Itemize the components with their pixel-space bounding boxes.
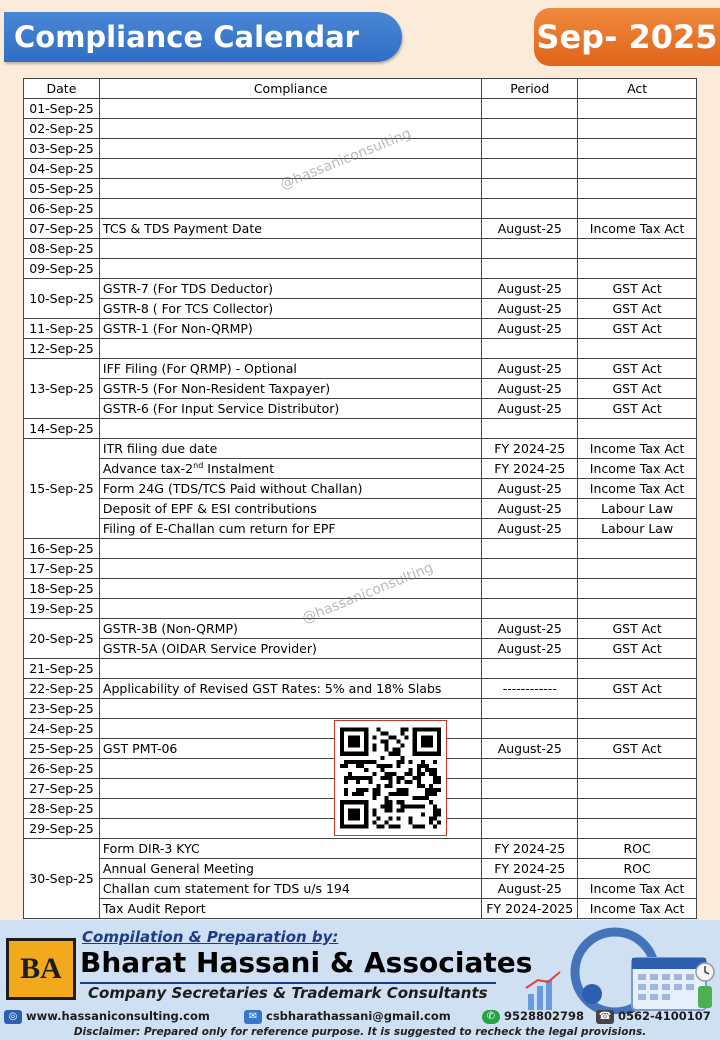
table-row [24, 559, 697, 579]
period-cell: August-25 [482, 279, 578, 299]
compliance-cell [99, 699, 481, 719]
period-cell: August-25 [482, 299, 578, 319]
phone-number[interactable]: 9528802798 [504, 1009, 585, 1023]
watermark-text: @hassaniconsulting [278, 125, 414, 193]
act-cell: GST Act [578, 299, 697, 319]
date-cell: 13-Sep-25 [24, 359, 100, 419]
period-cell: August-25 [482, 639, 578, 659]
period-cell [482, 199, 578, 219]
compliance-cell [99, 659, 481, 679]
act-cell: GST Act [578, 679, 697, 699]
compliance-cell: GST PMT-06 [99, 739, 481, 759]
act-cell: Income Tax Act [578, 219, 697, 239]
act-cell: GST Act [578, 319, 697, 339]
disclaimer-text: Disclaimer: Prepared only for reference purpose. It is suggested to recheck the legal provisions. [73, 1026, 647, 1038]
period-cell [482, 559, 578, 579]
period-cell [482, 799, 578, 819]
date-cell: 11-Sep-25 [24, 319, 100, 339]
compliance-cell: Filing of E-Challan cum return for EPF [99, 519, 481, 539]
act-cell [578, 159, 697, 179]
date-cell: 16-Sep-25 [24, 539, 100, 559]
act-cell [578, 559, 697, 579]
table-row [24, 699, 697, 719]
compliance-cell: GSTR-8 ( For TCS Collector) [99, 299, 481, 319]
firm-name: Bharat Hassani & Associates [80, 946, 533, 979]
act-cell: Labour Law [578, 519, 697, 539]
period-cell: August-25 [482, 739, 578, 759]
date-cell: 29-Sep-25 [24, 819, 100, 839]
act-cell: Income Tax Act [578, 459, 697, 479]
act-cell [578, 119, 697, 139]
compliance-cell [99, 599, 481, 619]
period-cell [482, 579, 578, 599]
period-cell [482, 759, 578, 779]
firm-subtitle: Company Secretaries & Trademark Consultants [88, 984, 488, 1002]
date-cell: 12-Sep-25 [24, 339, 100, 359]
period-cell: August-25 [482, 399, 578, 419]
table-row [24, 499, 697, 519]
period-cell [482, 119, 578, 139]
date-cell: 23-Sep-25 [24, 699, 100, 719]
compliance-cell [99, 419, 481, 439]
period-cell [482, 139, 578, 159]
whatsapp-icon: ✆ [482, 1010, 500, 1024]
compliance-cell [99, 579, 481, 599]
period-cell [482, 259, 578, 279]
date-cell: 09-Sep-25 [24, 259, 100, 279]
date-cell: 24-Sep-25 [24, 719, 100, 739]
compliance-cell: Form DIR-3 KYC [99, 839, 481, 859]
date-cell: 04-Sep-25 [24, 159, 100, 179]
table-row [24, 539, 697, 559]
act-cell [578, 99, 697, 119]
phone-icon: ☎ [596, 1010, 614, 1024]
date-cell: 22-Sep-25 [24, 679, 100, 699]
firm-logo: BA [6, 938, 76, 1000]
compliance-cell: GSTR-1 (For Non-QRMP) [99, 319, 481, 339]
period-cell: August-25 [482, 319, 578, 339]
period-cell [482, 339, 578, 359]
act-cell: Labour Law [578, 499, 697, 519]
date-cell: 14-Sep-25 [24, 419, 100, 439]
period-cell: August-25 [482, 219, 578, 239]
act-cell: GST Act [578, 379, 697, 399]
compliance-cell: GSTR-3B (Non-QRMP) [99, 619, 481, 639]
period-cell [482, 719, 578, 739]
compliance-cell [99, 239, 481, 259]
act-cell: Income Tax Act [578, 899, 697, 919]
act-cell [578, 139, 697, 159]
table-row [24, 659, 697, 679]
website-link[interactable]: www.hassaniconsulting.com [26, 1009, 210, 1023]
contact-bar [0, 1008, 720, 1024]
act-cell: Income Tax Act [578, 439, 697, 459]
table-row [24, 219, 697, 239]
date-cell: 15-Sep-25 [24, 439, 100, 539]
table-row [24, 479, 697, 499]
table-row [24, 439, 697, 459]
compliance-cell: ITR filing due date [99, 439, 481, 459]
table-row [24, 179, 697, 199]
date-cell: 20-Sep-25 [24, 619, 100, 659]
table-row [24, 399, 697, 419]
act-cell: Income Tax Act [578, 479, 697, 499]
table-row [24, 839, 697, 859]
act-cell: GST Act [578, 359, 697, 379]
compliance-cell [99, 139, 481, 159]
table-row [24, 899, 697, 919]
date-cell: 18-Sep-25 [24, 579, 100, 599]
act-cell: GST Act [578, 279, 697, 299]
table-row [24, 99, 697, 119]
table-row [24, 359, 697, 379]
compliance-cell: GSTR-5A (OIDAR Service Provider) [99, 639, 481, 659]
footer [0, 920, 720, 1040]
period-cell [482, 819, 578, 839]
act-cell [578, 659, 697, 679]
date-cell: 19-Sep-25 [24, 599, 100, 619]
compliance-cell: TCS & TDS Payment Date [99, 219, 481, 239]
compliance-cell: Form 24G (TDS/TCS Paid without Challan) [99, 479, 481, 499]
compliance-cell [99, 119, 481, 139]
act-cell: GST Act [578, 639, 697, 659]
table-row [24, 419, 697, 439]
period-cell [482, 99, 578, 119]
globe-icon: ◎ [4, 1010, 22, 1024]
table-row [24, 119, 697, 139]
compliance-cell [99, 259, 481, 279]
compliance-cell: Advance tax-2nd Instalment [99, 459, 481, 479]
period-cell [482, 599, 578, 619]
date-cell: 03-Sep-25 [24, 139, 100, 159]
calendar-illustration [520, 924, 720, 1014]
month-badge: Sep- 2025 [534, 8, 720, 66]
email-icon: ✉ [244, 1010, 262, 1024]
date-cell: 17-Sep-25 [24, 559, 100, 579]
period-cell: August-25 [482, 379, 578, 399]
act-cell [578, 419, 697, 439]
table-row [24, 459, 697, 479]
compliance-cell: Tax Audit Report [99, 899, 481, 919]
table-row [24, 679, 697, 699]
table-row [24, 339, 697, 359]
compliance-cell: Applicability of Revised GST Rates: 5% and 18% Slabs [99, 679, 481, 699]
table-row [24, 519, 697, 539]
qr-code [334, 720, 447, 836]
period-cell: August-25 [482, 359, 578, 379]
act-cell: GST Act [578, 399, 697, 419]
table-row [24, 259, 697, 279]
period-cell [482, 179, 578, 199]
date-cell: 27-Sep-25 [24, 779, 100, 799]
email-link[interactable]: csbharathassani@gmail.com [266, 1009, 451, 1023]
act-cell: GST Act [578, 619, 697, 639]
period-cell: FY 2024-25 [482, 839, 578, 859]
date-cell: 21-Sep-25 [24, 659, 100, 679]
period-cell: August-25 [482, 479, 578, 499]
compliance-cell [99, 199, 481, 219]
compliance-cell: IFF Filing (For QRMP) - Optional [99, 359, 481, 379]
act-cell [578, 699, 697, 719]
act-cell [578, 599, 697, 619]
period-cell: August-25 [482, 879, 578, 899]
table-row [24, 619, 697, 639]
date-cell: 06-Sep-25 [24, 199, 100, 219]
compliance-cell: Deposit of EPF & ESI contributions [99, 499, 481, 519]
period-cell [482, 779, 578, 799]
table-row [24, 299, 697, 319]
period-cell [482, 159, 578, 179]
period-cell: FY 2024-25 [482, 459, 578, 479]
period-cell [482, 419, 578, 439]
date-cell: 08-Sep-25 [24, 239, 100, 259]
table-row [24, 379, 697, 399]
table-row [24, 239, 697, 259]
act-cell [578, 199, 697, 219]
period-cell: August-25 [482, 499, 578, 519]
period-cell: FY 2024-25 [482, 859, 578, 879]
act-cell: GST Act [578, 739, 697, 759]
date-cell: 30-Sep-25 [24, 839, 100, 919]
table-row [24, 859, 697, 879]
date-cell: 26-Sep-25 [24, 759, 100, 779]
compliance-cell: GSTR-7 (For TDS Deductor) [99, 279, 481, 299]
act-cell [578, 259, 697, 279]
date-cell: 28-Sep-25 [24, 799, 100, 819]
act-cell [578, 579, 697, 599]
compliance-cell: GSTR-6 (For Input Service Distributor) [99, 399, 481, 419]
compliance-cell: GSTR-5 (For Non-Resident Taxpayer) [99, 379, 481, 399]
compliance-cell [99, 539, 481, 559]
compliance-cell: Challan cum statement for TDS u/s 194 [99, 879, 481, 899]
act-cell [578, 779, 697, 799]
period-cell: FY 2024-25 [482, 439, 578, 459]
act-cell: ROC [578, 839, 697, 859]
date-cell: 10-Sep-25 [24, 279, 100, 319]
table-header-row [24, 79, 697, 99]
act-cell [578, 339, 697, 359]
act-cell [578, 819, 697, 839]
compliance-cell: Annual General Meeting [99, 859, 481, 879]
act-cell [578, 799, 697, 819]
table-row [24, 639, 697, 659]
landline-number[interactable]: 0562-4100107 [618, 1009, 711, 1023]
page-title: Compliance Calendar [4, 12, 402, 62]
period-cell: August-25 [482, 519, 578, 539]
table-row [24, 199, 697, 219]
period-cell: August-25 [482, 619, 578, 639]
date-cell: 07-Sep-25 [24, 219, 100, 239]
date-cell: 02-Sep-25 [24, 119, 100, 139]
date-cell: 25-Sep-25 [24, 739, 100, 759]
act-cell [578, 719, 697, 739]
period-cell [482, 539, 578, 559]
act-cell [578, 239, 697, 259]
act-cell: Income Tax Act [578, 879, 697, 899]
table-row [24, 279, 697, 299]
table-row [24, 319, 697, 339]
act-cell [578, 179, 697, 199]
period-cell: FY 2024-2025 [482, 899, 578, 919]
period-cell: ------------ [482, 679, 578, 699]
act-cell: ROC [578, 859, 697, 879]
compilation-label: Compilation & Preparation by: [82, 928, 339, 946]
date-cell: 01-Sep-25 [24, 99, 100, 119]
watermark-text: @hassaniconsulting [300, 559, 436, 627]
act-cell [578, 759, 697, 779]
period-cell [482, 659, 578, 679]
col-header-compliance: Compliance [99, 79, 481, 99]
date-cell: 05-Sep-25 [24, 179, 100, 199]
period-cell [482, 239, 578, 259]
compliance-cell [99, 99, 481, 119]
col-header-period: Period [482, 79, 578, 99]
col-header-act: Act [578, 79, 697, 99]
act-cell [578, 539, 697, 559]
col-header-date: Date [24, 79, 100, 99]
compliance-cell [99, 339, 481, 359]
table-row [24, 879, 697, 899]
period-cell [482, 699, 578, 719]
